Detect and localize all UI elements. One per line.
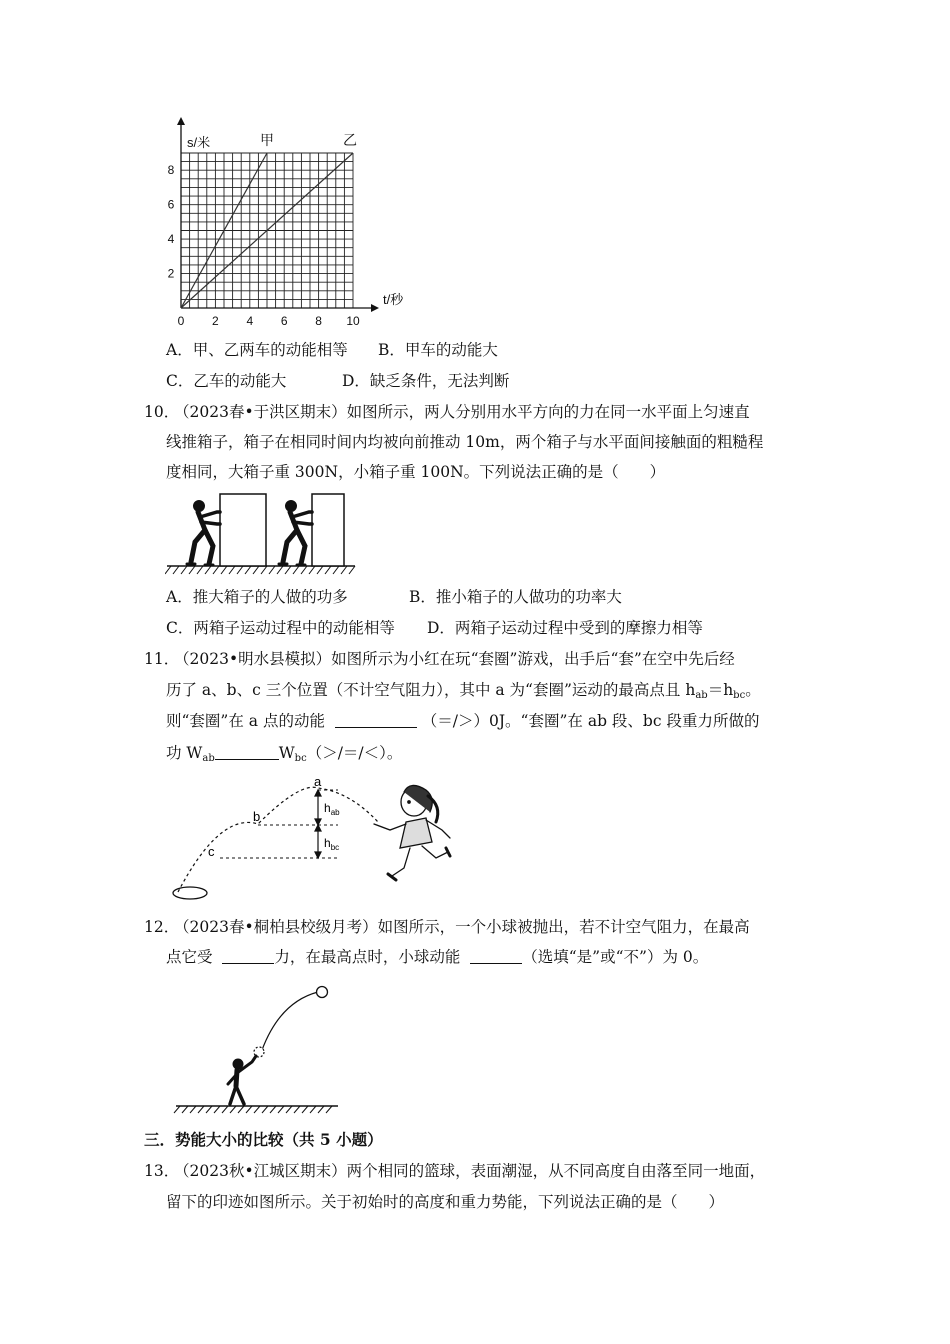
x-tick-label: 4 <box>246 314 254 328</box>
big-box <box>220 494 266 566</box>
point-a-label: a <box>314 774 322 789</box>
ring <box>173 887 207 899</box>
q10-option-c: C．两箱子运动过程中的动能相等 <box>166 619 395 637</box>
q11-line1: （2023•明水县模拟）如图所示为小红在玩“套圈”游戏，出手后“套”在空中先后经 <box>174 650 735 668</box>
y-axis-arrow <box>177 117 185 125</box>
ball-top <box>317 987 328 998</box>
q11-blank-2[interactable] <box>215 745 279 760</box>
x-tick-label: 8 <box>315 314 322 328</box>
y-tick-label: 8 <box>167 163 175 178</box>
x-tick-label: 6 <box>280 314 288 328</box>
x-tick-label: 10 <box>346 314 360 328</box>
q9-option-d: D．缺乏条件，无法判断 <box>342 372 510 390</box>
q10-option-d: D．两箱子运动过程中受到的摩擦力相等 <box>427 619 703 637</box>
q9-option-c: C．乙车的动能大 <box>166 372 287 390</box>
y-tick-label: 4 <box>167 232 175 247</box>
small-box <box>312 494 344 566</box>
q13-line2: 留下的印迹如图所示。关于初始时的高度和重力势能，下列说法正确的是（ ） <box>166 1193 725 1211</box>
x-axis-label: t/秒 <box>383 292 404 307</box>
q12-blank-1[interactable] <box>222 949 274 964</box>
ring-toss-figure <box>160 772 460 904</box>
q11-line2: 历了 a、b、c 三个位置（不计空气阻力），其中 a 为“套圈”运动的最高点且 $h_{ab}=h_{bc}$。 <box>166 681 761 701</box>
q10-option-b: B．推小箱子的人做功的功率大 <box>409 588 622 606</box>
pusher-figure-1 <box>187 501 220 566</box>
q13-line1: （2023秋•江城区期末）两个相同的篮球，表面潮湿，从不同高度自由落至同一地面， <box>174 1162 766 1180</box>
thrower-figure <box>228 1056 256 1104</box>
girl-figure <box>374 785 450 880</box>
series-label-1: 甲 <box>260 132 274 148</box>
series-label-2: 乙 <box>343 132 357 148</box>
pushing-boxes-figure <box>165 490 360 576</box>
x-axis-arrow <box>371 304 379 312</box>
q11-line3: 则“套圈”在 a 点的动能 （＝/＞）0J。“套圈”在 ab 段、bc 段重力所做的 <box>166 712 760 730</box>
h-bc-label: $h_{bc}$ <box>324 836 340 852</box>
q9-option-b: B．甲车的动能大 <box>378 341 498 359</box>
point-b-label: b <box>253 809 261 824</box>
h-ab-label: $h_{ab}$ <box>324 801 340 817</box>
q12-line1: （2023春•桐柏县校级月考）如图所示，一个小球被抛出，若不计空气阻力，在最高 <box>174 918 750 936</box>
q10-number: 10． <box>144 403 180 421</box>
q10-line2: 线推箱子，箱子在相同时间内均被向前推动 10m，两个箱子与水平面间接触面的粗糙程 <box>166 433 764 451</box>
q11-blank-1[interactable] <box>335 713 417 728</box>
pusher-figure-2 <box>279 501 312 566</box>
q13-number: 13． <box>144 1162 180 1180</box>
q11-line4: 功 $W_{ab}$ $W_{bc}(>/=/<)$。 <box>166 744 403 764</box>
distance-time-chart <box>150 115 410 335</box>
y-axis-label: s/米 <box>187 135 211 150</box>
point-c-label: c <box>208 844 215 859</box>
q12-blank-2[interactable] <box>470 949 522 964</box>
q11-number: 11． <box>144 650 180 668</box>
x-tick-label: 2 <box>212 314 219 328</box>
section3-title: 三．势能大小的比较（共 5 小题） <box>144 1130 383 1149</box>
y-tick-label: 6 <box>167 197 175 212</box>
thrown-ball-figure <box>170 980 345 1114</box>
x-tick-label: 0 <box>177 314 185 328</box>
q10-line3: 度相同，大箱子重 300N，小箱子重 100N。下列说法正确的是（ ） <box>166 463 666 481</box>
q12-line2: 点它受 力，在最高点时，小球动能 （选填“是”或“不”）为 0。 <box>166 948 709 966</box>
q12-number: 12． <box>144 918 180 936</box>
q10-line1: （2023春•于洪区期末）如图所示，两人分别用水平方向的力在同一水平面上匀速直 <box>174 403 750 421</box>
q9-option-a: A．甲、乙两车的动能相等 <box>166 341 348 359</box>
q10-option-a: A．推大箱子的人做的功多 <box>166 588 348 606</box>
y-tick-label: 2 <box>167 266 175 281</box>
